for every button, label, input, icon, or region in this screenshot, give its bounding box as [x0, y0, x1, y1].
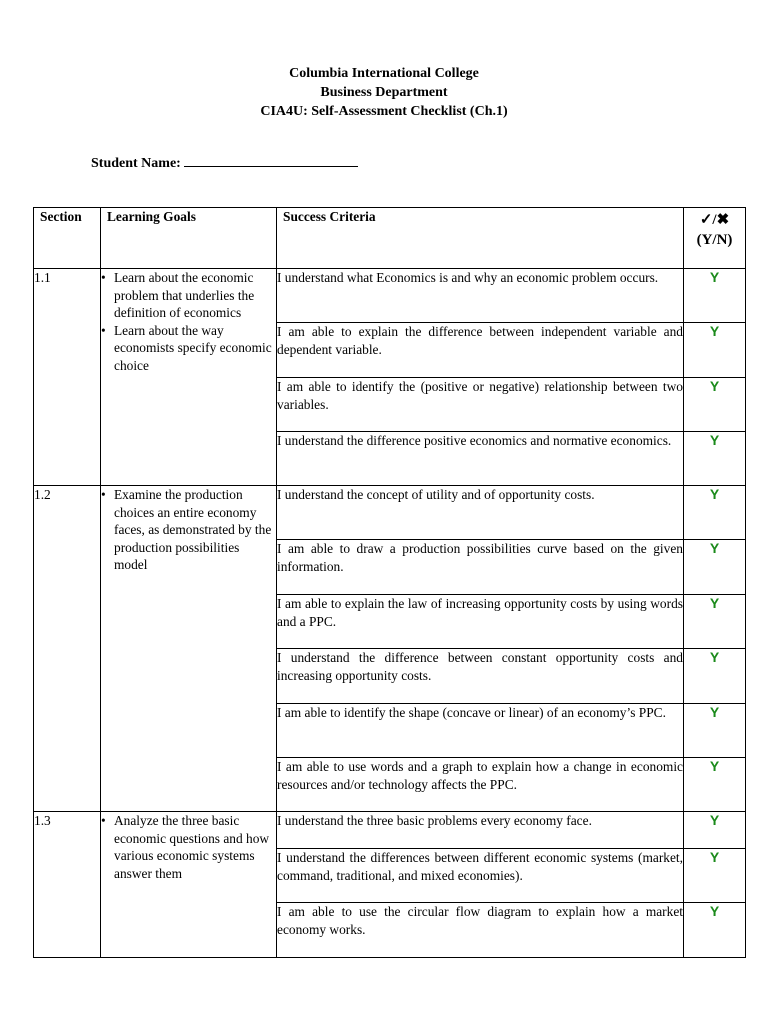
section-number: 1.3: [34, 812, 101, 958]
document-title: CIA4U: Self-Assessment Checklist (Ch.1): [260, 104, 508, 119]
success-criterion: I am able to use words and a graph to explain how a change in economic resources and/or technology affects the PPC.: [277, 758, 684, 812]
college-name: Columbia International College: [289, 66, 479, 81]
learning-goals-cell: [101, 486, 277, 812]
success-criterion: I understand the three basic problems every economy face.: [277, 812, 684, 849]
table-row: [34, 269, 746, 323]
success-criterion: I understand the difference between constant opportunity costs and increasing opportunity costs.: [277, 649, 684, 704]
self-assessment-mark[interactable]: Y: [684, 378, 746, 432]
header-learning-goals: Learning Goals: [101, 208, 277, 269]
table-row: [34, 812, 746, 849]
table-body: [34, 269, 746, 958]
header-section: Section: [34, 208, 101, 269]
self-assessment-mark[interactable]: Y: [684, 903, 746, 958]
success-criterion: I understand the differences between different economic systems (market, command, traditional, and mixed economies).: [277, 849, 684, 903]
document-header: [0, 64, 768, 121]
student-name-line: [91, 152, 358, 172]
learning-goals-list: [101, 812, 276, 882]
self-assessment-mark[interactable]: Y: [684, 595, 746, 649]
department-name: Business Department: [320, 85, 448, 100]
student-name-label: Student Name:: [91, 156, 181, 171]
success-criterion: I am able to use the circular flow diagram to explain how a market economy works.: [277, 903, 684, 958]
learning-goals-list: [101, 269, 276, 374]
success-criterion: I am able to draw a production possibilities curve based on the given information.: [277, 540, 684, 595]
student-name-blank[interactable]: [184, 152, 358, 167]
self-assessment-mark[interactable]: Y: [684, 486, 746, 540]
learning-goal-item: • Learn about the way economists specify economic choice: [101, 322, 276, 375]
section-number: 1.2: [34, 486, 101, 812]
learning-goal-item: • Examine the production choices an entire economy faces, as demonstrated by the production possibilities model: [101, 486, 276, 574]
self-assessment-mark[interactable]: Y: [684, 812, 746, 849]
learning-goal-item: • Learn about the economic problem that underlies the definition of economics: [101, 269, 276, 322]
table-header-row: [34, 208, 746, 269]
success-criterion: I am able to identify the shape (concave or linear) of an economy’s PPC.: [277, 704, 684, 758]
checklist-table: [33, 207, 746, 958]
section-number: 1.1: [34, 269, 101, 486]
success-criterion: I understand the difference positive economics and normative economics.: [277, 432, 684, 486]
header-mark-symbols: ✓/✖: [699, 212, 730, 228]
self-assessment-mark[interactable]: Y: [684, 269, 746, 323]
self-assessment-mark[interactable]: Y: [684, 758, 746, 812]
self-assessment-mark[interactable]: Y: [684, 540, 746, 595]
self-assessment-mark[interactable]: Y: [684, 849, 746, 903]
self-assessment-mark[interactable]: Y: [684, 704, 746, 758]
table-row: [34, 486, 746, 540]
learning-goals-list: [101, 486, 276, 574]
self-assessment-mark[interactable]: Y: [684, 432, 746, 486]
success-criterion: I understand the concept of utility and of opportunity costs.: [277, 486, 684, 540]
success-criterion: I understand what Economics is and why an economic problem occurs.: [277, 269, 684, 323]
learning-goals-cell: [101, 269, 277, 486]
self-assessment-mark[interactable]: Y: [684, 323, 746, 378]
header-mark: [684, 208, 746, 269]
header-success-criteria: Success Criteria: [277, 208, 684, 269]
checklist-table-wrapper: [33, 207, 745, 958]
learning-goals-cell: [101, 812, 277, 958]
learning-goal-item: • Analyze the three basic economic questions and how various economic systems answer them: [101, 812, 276, 882]
header-mark-yn: (Y/N): [696, 232, 733, 248]
self-assessment-mark[interactable]: Y: [684, 649, 746, 704]
success-criterion: I am able to identify the (positive or negative) relationship between two variables.: [277, 378, 684, 432]
success-criterion: I am able to explain the difference between independent variable and dependent variable.: [277, 323, 684, 378]
success-criterion: I am able to explain the law of increasing opportunity costs by using words and a PPC.: [277, 595, 684, 649]
